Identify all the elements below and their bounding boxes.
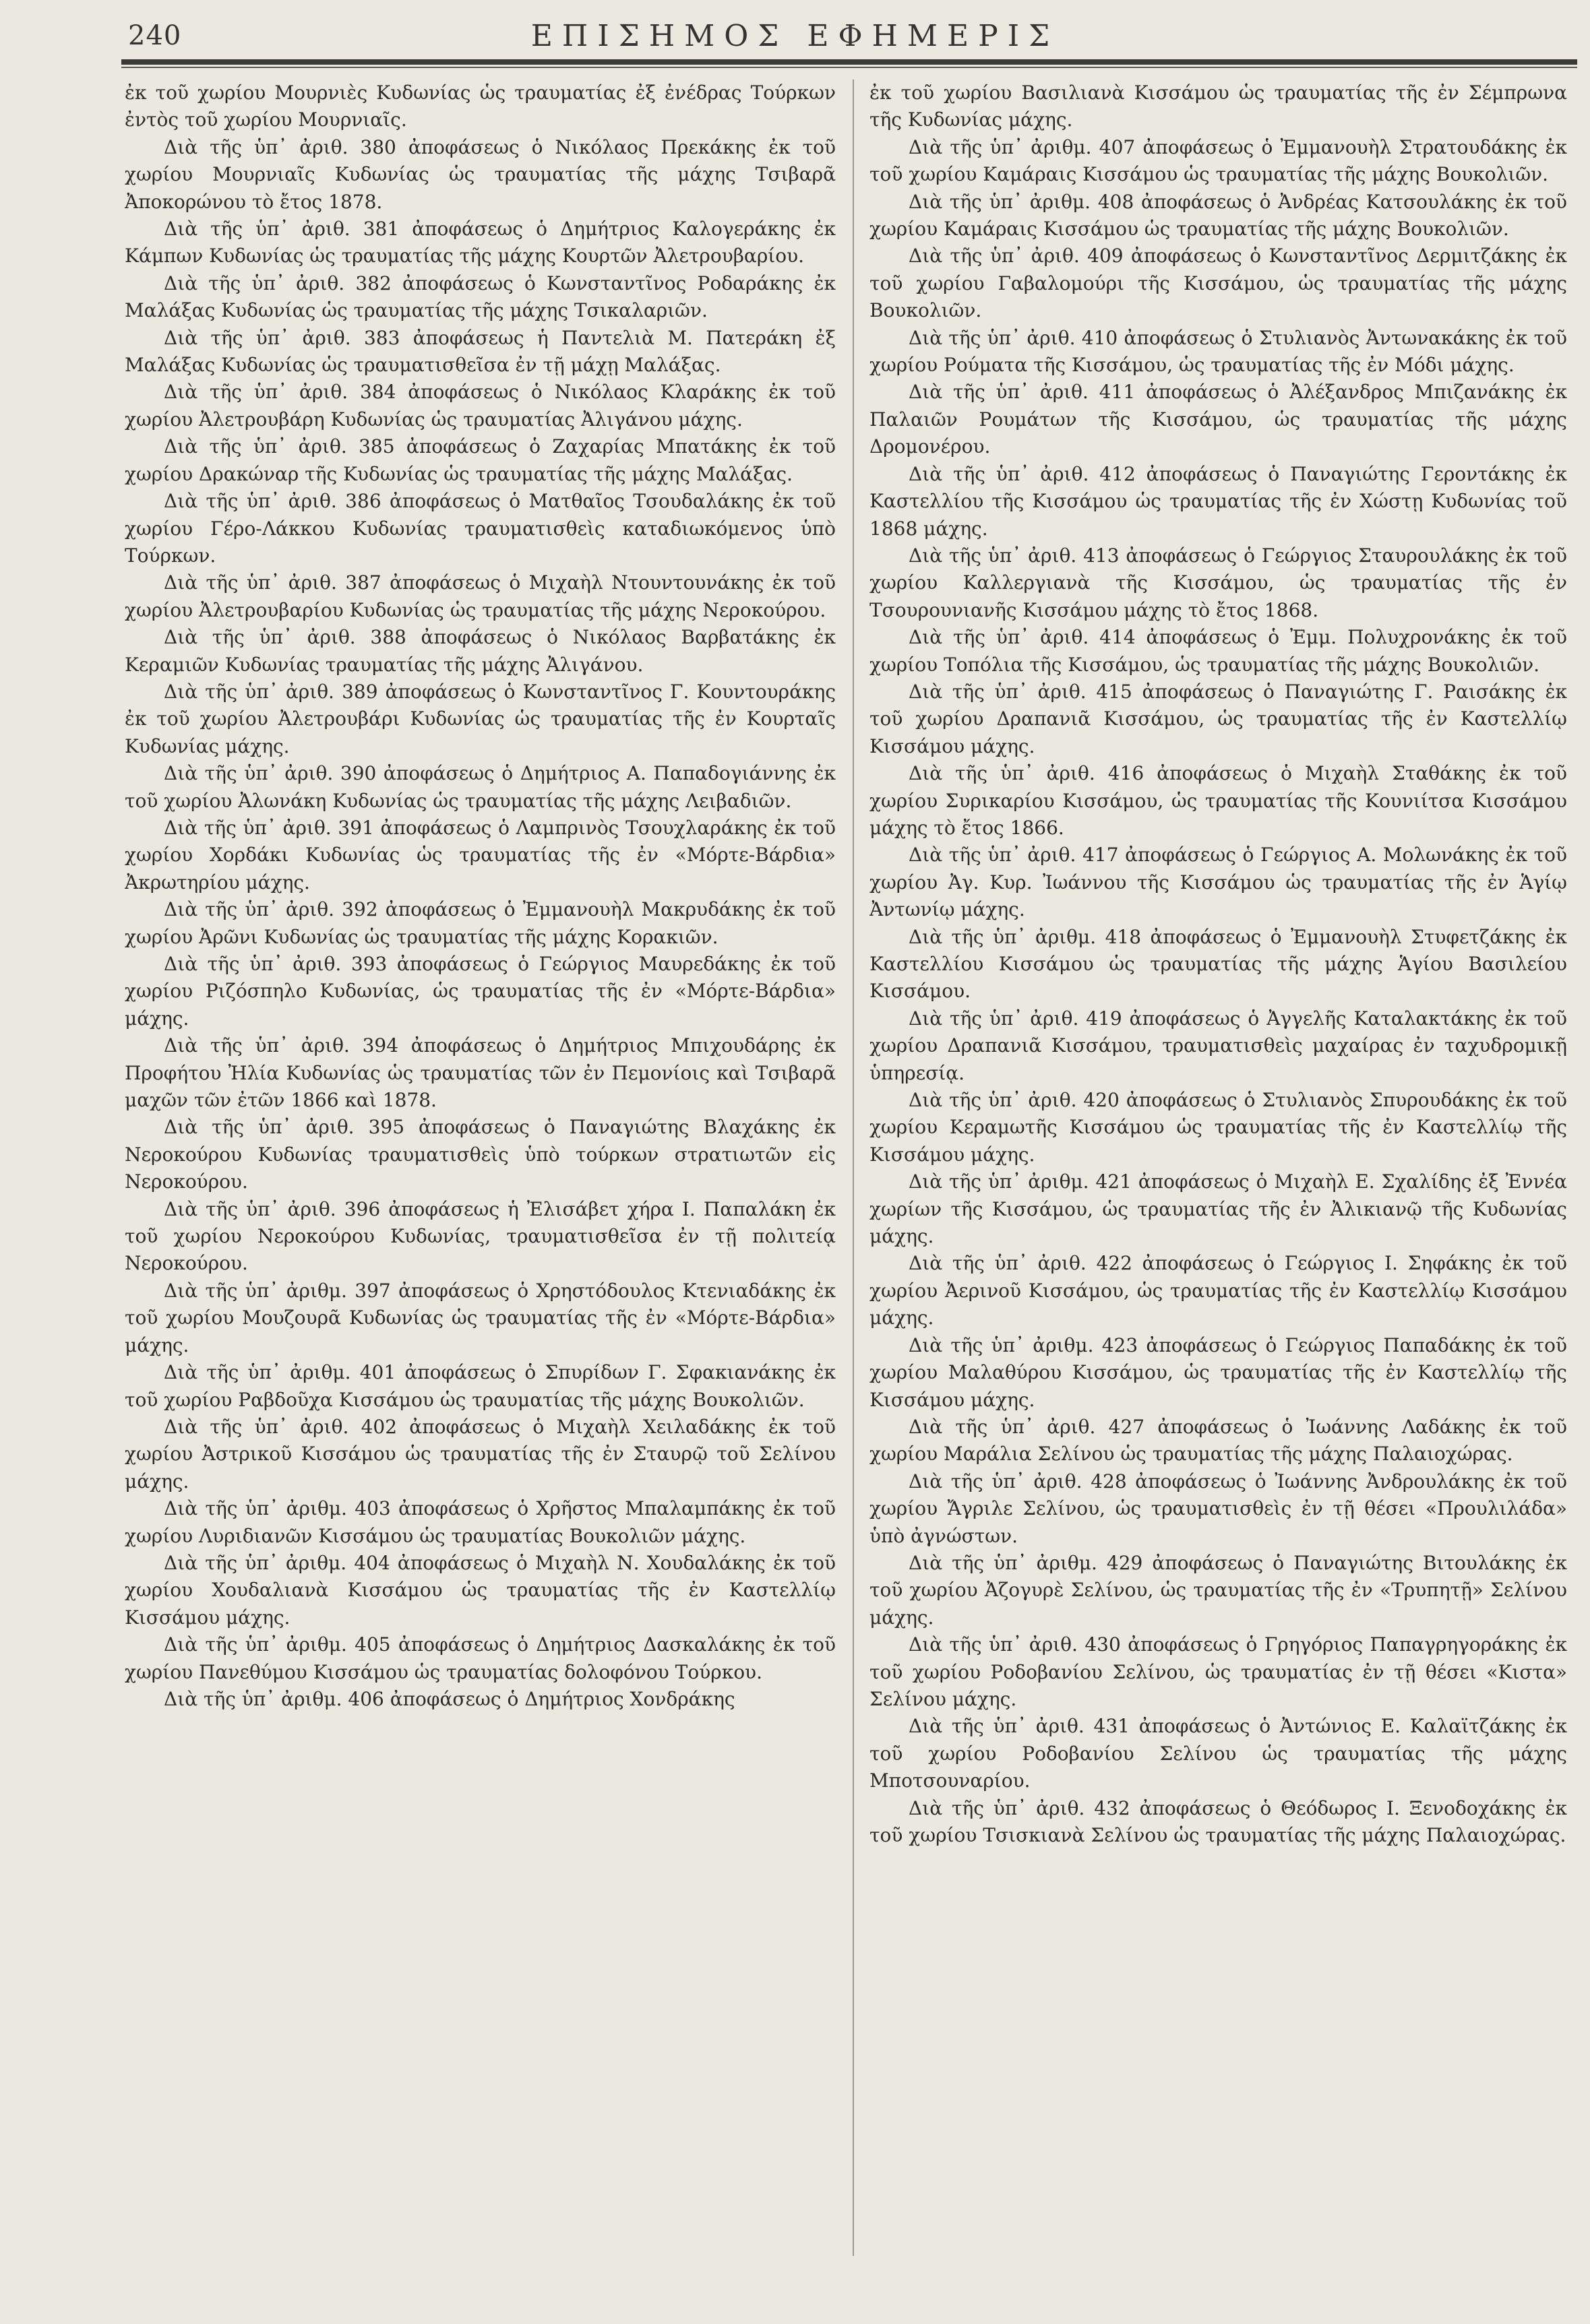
decree-paragraph: Διὰ τῆς ὑπ᾽ ἀριθ. 422 ἀποφάσεως ὁ Γεώργιος Ι. Σηφάκης ἐκ τοῦ χωρίου Ἀερινοῦ Κισσάμου, ὡς τραυματίας τῆς ἐν Καστελλίῳ Κισσάμου μάχης. <box>869 1252 1567 1329</box>
decree-paragraph: Διὰ τῆς ὑπ᾽ ἀριθμ. 408 ἀποφάσεως ὁ Ἀνδρέας Κατσουλάκης ἐκ τοῦ χωρίου Καμάραις Κισσάμου ὡς τραυματίας τῆς μάχης Βουκολιῶν. <box>869 190 1567 241</box>
decree-paragraph: ἐκ τοῦ χωρίου Μουρνιὲς Κυδωνίας ὡς τραυματίας ἐξ ἐνέδρας Τούρκων ἐντὸς τοῦ χωρίου Μουρνιαῖς. <box>125 82 836 131</box>
decree-paragraph: Διὰ τῆς ὑπ᾽ ἀριθμ. 401 ἀποφάσεως ὁ Σπυρίδων Γ. Σφακιανάκης ἐκ τοῦ χωρίου Ραβδοῦχα Κισσάμου ὡς τραυματίας τῆς μάχης Βουκολιῶν. <box>125 1361 836 1411</box>
decree-paragraph: Διὰ τῆς ὑπ᾽ ἀριθ. 393 ἀποφάσεως ὁ Γεώργιος Μαυρεδάκης ἐκ τοῦ χωρίου Ριζόσπηλο Κυδωνίας, ὡς τραυματίας τῆς ἐν «Μόρτε-Βάρδια» μάχης. <box>125 953 836 1030</box>
decree-paragraph: Διὰ τῆς ὑπ᾽ ἀριθμ. 406 ἀποφάσεως ὁ Δημήτριος Χονδράκης <box>164 1687 735 1710</box>
decree-paragraph: Διὰ τῆς ὑπ᾽ ἀριθ. 382 ἀποφάσεως ὁ Κωνσταντῖνος Ροδαράκης ἐκ Μαλάξας Κυδωνίας ὡς τραυματίας τῆς μάχης Τσικαλαριῶν. <box>125 272 836 322</box>
decree-paragraph: Διὰ τῆς ὑπ᾽ ἀριθ. 381 ἀποφάσεως ὁ Δημήτριος Καλογεράκης ἐκ Κάμπων Κυδωνίας ὡς τραυματίας τῆς μάχης Κουρτῶν Ἀλετρουβαρίου. <box>125 218 836 268</box>
decree-paragraph: Διὰ τῆς ὑπ᾽ ἀριθ. 389 ἀποφάσεως ὁ Κωνσταντῖνος Γ. Κουντουράκης ἐκ τοῦ χωρίου Ἀλετρουβάρι Κυδωνίας ὡς τραυματίας τῆς ἐν Κουρταῖς Κυδωνίας μάχης. <box>125 680 836 757</box>
decree-paragraph: Διὰ τῆς ὑπ᾽ ἀριθ. 413 ἀποφάσεως ὁ Γεώργιος Σταυρουλάκης ἐκ τοῦ χωρίου Καλλεργιανὰ τῆς Κισσάμου, ὡς τραυματίας τῆς ἐν Τσουρουνιανῆς Κισσάμου μάχης τὸ ἔτος 1868. <box>869 544 1567 621</box>
decree-paragraph: Διὰ τῆς ὑπ᾽ ἀριθμ. 421 ἀποφάσεως ὁ Μιχαὴλ Ε. Σχαλίδης ἐξ Ἐννέα χωρίων τῆς Κισσάμου, ὡς τραυματίας τῆς ἐν Ἀλικιανῷ τῆς Κυδωνίας μάχης. <box>869 1170 1567 1248</box>
decree-paragraph: Διὰ τῆς ὑπ᾽ ἀριθ. 409 ἀποφάσεως ὁ Κωνσταντῖνος Δερμιτζάκης ἐκ τοῦ χωρίου Γαβαλομούρι τῆς Κισσάμου, ὡς τραυματίας τῆς μάχης Βουκολιῶν. <box>869 245 1567 322</box>
gazette-title: ΕΠΙΣΗΜΟΣ ΕΦΗΜΕΡΙΣ <box>530 19 1060 53</box>
decree-paragraph: Διὰ τῆς ὑπ᾽ ἀριθ. 394 ἀποφάσεως ὁ Δημήτριος Μπιχουδάρης ἐκ Προφήτου Ἠλία Κυδωνίας ὡς τραυματίας τῶν ἐν Πεμονίοις καὶ Τσιβαρᾶ μαχῶν τῶν ἐτῶν 1866 καὶ 1878. <box>125 1034 836 1112</box>
decree-paragraph: Διὰ τῆς ὑπ᾽ ἀριθ. 415 ἀποφάσεως ὁ Παναγιώτης Γ. Ραισάκης ἐκ τοῦ χωρίου Δραπανιᾶ Κισσάμου, ὡς τραυματίας τῆς ἐν Καστελλίῳ Κισσάμου μάχης. <box>869 680 1567 757</box>
decree-paragraph: Διὰ τῆς ὑπ᾽ ἀριθμ. 405 ἀποφάσεως ὁ Δημήτριος Δασκαλάκης ἐκ τοῦ χωρίου Πανεθύμου Κισσάμου ὡς τραυματίας δολοφόνου Τούρκου. <box>125 1633 836 1683</box>
decree-paragraph: Διὰ τῆς ὑπ᾽ ἀριθ. 384 ἀποφάσεως ὁ Νικόλαος Κλαράκης ἐκ τοῦ χωρίου Ἀλετρουβάρη Κυδωνίας ὡς τραυματίας Ἀλιγάνου μάχης. <box>125 381 836 431</box>
right-column <box>869 80 1567 2303</box>
page-header <box>0 0 1590 74</box>
decree-paragraph: Διὰ τῆς ὑπ᾽ ἀριθ. 428 ἀποφάσεως ὁ Ἰωάννης Ἀνδρουλάκης ἐκ τοῦ χωρίου Ἄγριλε Σελίνου, ὡς τραυματισθεὶς ἐν τῇ θέσει «Προυλιλάδα» ὑπὸ ἀγνώστων. <box>869 1470 1567 1547</box>
decree-paragraph: Διὰ τῆς ὑπ᾽ ἀριθ. 417 ἀποφάσεως ὁ Γεώργιος Α. Μολωνάκης ἐκ τοῦ χωρίου Ἀγ. Κυρ. Ἰωάννου τῆς Κισσάμου ὡς τραυματίας τῆς ἐν Ἁγίῳ Ἀντωνίῳ μάχης. <box>869 844 1567 921</box>
decree-paragraph: ἐκ τοῦ χωρίου Βασιλιανὰ Κισσάμου ὡς τραυματίας τῆς ἐν Σέμπρωνα τῆς Κυδωνίας μάχης. <box>869 82 1567 131</box>
decree-paragraph: Διὰ τῆς ὑπ᾽ ἀριθ. 386 ἀποφάσεως ὁ Ματθαῖος Τσουδαλάκης ἐκ τοῦ χωρίου Γέρο-Λάκκου Κυδωνίας τραυματισθεὶς καταδιωκόμενος ὑπὸ Τούρκων. <box>125 490 836 567</box>
decree-paragraph: Διὰ τῆς ὑπ᾽ ἀριθ. 391 ἀποφάσεως ὁ Λαμπρινὸς Τσουχλαράκης ἐκ τοῦ χωρίου Χορδάκι Κυδωνίας ὡς τραυματίας τῆς ἐν «Μόρτε-Βάρδια» Ἀκρωτηρίου μάχης. <box>125 816 836 893</box>
decree-paragraph: Διὰ τῆς ὑπ᾽ ἀριθ. 390 ἀποφάσεως ὁ Δημήτριος Α. Παπαδογιάννης ἐκ τοῦ χωρίου Ἀλωνάκη Κυδωνίας ὡς τραυματίας τῆς μάχης Λειβαδιῶν. <box>125 762 836 812</box>
page-number: 240 <box>128 20 182 51</box>
decree-paragraph: Διὰ τῆς ὑπ᾽ ἀριθ. 420 ἀποφάσεως ὁ Στυλιανὸς Σπυρουδάκης ἐκ τοῦ χωρίου Κεραμωτῆς Κισσάμου ὡς τραυματίας τῆς ἐν Καστελλίῳ τῆς Κισσάμου μάχης. <box>869 1089 1567 1166</box>
column-divider <box>853 80 854 2256</box>
decree-paragraph: Διὰ τῆς ὑπ᾽ ἀριθ. 387 ἀποφάσεως ὁ Μιχαὴλ Ντουντουνάκης ἐκ τοῦ χωρίου Ἀλετρουβαρίου Κυδωνίας ὡς τραυματίας τῆς μάχης Νεροκούρου. <box>125 571 836 621</box>
decree-paragraph: Διὰ τῆς ὑπ᾽ ἀριθ. 419 ἀποφάσεως ὁ Ἀγγελῆς Καταλακτάκης ἐκ τοῦ χωρίου Δραπανιᾶ Κισσάμου, τραυματισθεὶς μαχαίρας ἐν ταχυδρομικῇ ὑπηρεσίᾳ. <box>869 1007 1567 1084</box>
decree-paragraph: Διὰ τῆς ὑπ᾽ ἀριθμ. 418 ἀποφάσεως ὁ Ἐμμανουὴλ Στυφετζάκης ἐκ Καστελλίου Κισσάμου ὡς τραυματίας τῆς μάχης Ἁγίου Βασιλείου Κισσάμου. <box>869 925 1567 1003</box>
decree-paragraph: Διὰ τῆς ὑπ᾽ ἀριθ. 383 ἀποφάσεως ἡ Παντελιὰ Μ. Πατεράκη ἐξ Μαλάξας Κυδωνίας ὡς τραυματισθεῖσα ἐν τῇ μάχῃ Μαλάξας. <box>125 326 836 377</box>
decree-paragraph: Διὰ τῆς ὑπ᾽ ἀριθ. 432 ἀποφάσεως ὁ Θεόδωρος Ι. Ξενοδοχάκης ἐκ τοῦ χωρίου Τσισκιανὰ Σελίνου ὡς τραυματίας τῆς μάχης Παλαιοχώρας. <box>869 1796 1567 1846</box>
decree-paragraph: Διὰ τῆς ὑπ᾽ ἀριθμ. 404 ἀποφάσεως ὁ Μιχαὴλ Ν. Χουδαλάκης ἐκ τοῦ χωρίου Χουδαλιανὰ Κισσάμου ὡς τραυματίας τῆς ἐν Καστελλίῳ Κισσάμου μάχης. <box>125 1551 836 1629</box>
decree-paragraph: Διὰ τῆς ὑπ᾽ ἀριθ. 411 ἀποφάσεως ὁ Ἀλέξανδρος Μπιζανάκης ἐκ Παλαιῶν Ρουμάτων τῆς Κισσάμου, ὡς τραυματίας τῆς μάχης Δρομονέρου. <box>869 381 1567 458</box>
decree-paragraph: Διὰ τῆς ὑπ᾽ ἀριθμ. 423 ἀποφάσεως ὁ Γεώργιος Παπαδάκης ἐκ τοῦ χωρίου Μαλαθύρου Κισσάμου, ὡς τραυματίας τῆς ἐν Καστελλίῳ τῆς Κισσάμου μάχης. <box>869 1333 1567 1411</box>
decree-paragraph: Διὰ τῆς ὑπ᾽ ἀριθ. 412 ἀποφάσεως ὁ Παναγιώτης Γεροντάκης ἐκ Καστελλίου τῆς Κισσάμου ὡς τραυματίας τῆς ἐν Χώστῃ Κυδωνίας τοῦ 1868 μάχης. <box>869 462 1567 540</box>
decree-paragraph: Διὰ τῆς ὑπ᾽ ἀριθμ. 403 ἀποφάσεως ὁ Χρῆστος Μπαλαμπάκης ἐκ τοῦ χωρίου Λυριδιανῶν Κισσάμου ὡς τραυματίας Βουκολιῶν μάχης. <box>125 1497 836 1547</box>
decree-paragraph: Διὰ τῆς ὑπ᾽ ἀριθ. 380 ἀποφάσεως ὁ Νικόλαος Πρεκάκης ἐκ τοῦ χωρίου Μουρνιαῖς Κυδωνίας ὡς τραυματίας τῆς μάχης Τσιβαρᾶ Ἀποκορώνου τὸ ἔτος 1878. <box>125 135 836 213</box>
decree-paragraph: Διὰ τῆς ὑπ᾽ ἀριθ. 431 ἀποφάσεως ὁ Ἀντώνιος Ε. Καλαϊτζάκης ἐκ τοῦ χωρίου Ροδοβανίου Σελίνου ὡς τραυματίας τῆς μάχης Μποτσουναρίου. <box>869 1715 1567 1792</box>
header-rule-thin <box>121 67 1577 68</box>
decree-paragraph: Διὰ τῆς ὑπ᾽ ἀριθ. 410 ἀποφάσεως ὁ Στυλιανὸς Ἀντωνακάκης ἐκ τοῦ χωρίου Ρούματα τῆς Κισσάμου, ὡς τραυματίας τῆς ἐν Μόδι μάχης. <box>869 326 1567 377</box>
decree-paragraph: Διὰ τῆς ὑπ᾽ ἀριθ. 395 ἀποφάσεως ὁ Παναγιώτης Βλαχάκης ἐκ Νεροκούρου Κυδωνίας τραυματισθεὶς ὑπὸ τούρκων στρατιωτῶν εἰς Νεροκούρου. <box>125 1116 836 1193</box>
header-rule <box>121 59 1577 65</box>
decree-paragraph: Διὰ τῆς ὑπ᾽ ἀριθ. 416 ἀποφάσεως ὁ Μιχαὴλ Σταθάκης ἐκ τοῦ χωρίου Συρικαρίου Κισσάμου, ὡς τραυματίας τῆς Κουνιίτσα Κισσάμου μάχης τὸ ἔτος 1866. <box>869 762 1567 839</box>
decree-paragraph: Διὰ τῆς ὑπ᾽ ἀριθ. 385 ἀποφάσεως ὁ Ζαχαρίας Μπατάκης ἐκ τοῦ χωρίου Δρακώναρ τῆς Κυδωνίας ὡς τραυματίας τῆς μάχης Μαλάξας. <box>125 435 836 485</box>
decree-paragraph: Διὰ τῆς ὑπ᾽ ἀριθ. 396 ἀποφάσεως ἡ Ἐλισάβετ χήρα Ι. Παπαλάκη ἐκ τοῦ χωρίου Νεροκούρου Κυδωνίας, τραυματισθεῖσα ἐν τῇ πολιτείᾳ Νεροκούρου. <box>125 1197 836 1275</box>
decree-paragraph: Διὰ τῆς ὑπ᾽ ἀριθμ. 397 ἀποφάσεως ὁ Χρηστόδουλος Κτενιαδάκης ἐκ τοῦ χωρίου Μουζουρᾶ Κυδωνίας ὡς τραυματίας τῆς ἐν «Μόρτε-Βάρδια» μάχης. <box>125 1279 836 1356</box>
decree-paragraph: Διὰ τῆς ὑπ᾽ ἀριθ. 388 ἀποφάσεως ὁ Νικόλαος Βαρβατάκης ἐκ Κεραμιῶν Κυδωνίας τραυματίας τῆς μάχης Ἀλιγάνου. <box>125 626 836 676</box>
decree-paragraph: Διὰ τῆς ὑπ᾽ ἀριθ. 402 ἀποφάσεως ὁ Μιχαὴλ Χειλαδάκης ἐκ τοῦ χωρίου Ἀστρικοῦ Κισσάμου ὡς τραυματίας τῆς ἐν Σταυρῷ τοῦ Σελίνου μάχης. <box>125 1415 836 1493</box>
decree-paragraph: Διὰ τῆς ὑπ᾽ ἀριθμ. 429 ἀποφάσεως ὁ Παναγιώτης Βιτουλάκης ἐκ τοῦ χωρίου Ἀζογυρὲ Σελίνου, ὡς τραυματίας τῆς ἐν «Τρυπητῇ» Σελίνου μάχης. <box>869 1551 1567 1629</box>
decree-paragraph: Διὰ τῆς ὑπ᾽ ἀριθ. 427 ἀποφάσεως ὁ Ἰωάννης Λαδάκης ἐκ τοῦ χωρίου Μαράλια Σελίνου ὡς τραυματίας τῆς μάχης Παλαιοχώρας. <box>869 1415 1567 1466</box>
decree-paragraph: Διὰ τῆς ὑπ᾽ ἀριθ. 392 ἀποφάσεως ὁ Ἐμμανουὴλ Μακρυδάκης ἐκ τοῦ χωρίου Ἀρῶνι Κυδωνίας ὡς τραυματίας τῆς μάχης Κορακιῶν. <box>125 898 836 948</box>
decree-paragraph: Διὰ τῆς ὑπ᾽ ἀριθμ. 407 ἀποφάσεως ὁ Ἐμμανουὴλ Στρατουδάκης ἐκ τοῦ χωρίου Καμάραις Κισσάμου ὡς τραυματίας τῆς μάχης Βουκολιῶν. <box>869 135 1567 186</box>
decree-paragraph: Διὰ τῆς ὑπ᾽ ἀριθ. 414 ἀποφάσεως ὁ Ἐμμ. Πολυχρονάκης ἐκ τοῦ χωρίου Τοπόλια τῆς Κισσάμου, ὡς τραυματίας τῆς μάχης Βουκολιῶν. <box>869 626 1567 676</box>
left-column <box>125 80 836 2303</box>
decree-paragraph: Διὰ τῆς ὑπ᾽ ἀριθ. 430 ἀποφάσεως ὁ Γρηγόριος Παπαγρηγοράκης ἐκ τοῦ χωρίου Ροδοβανίου Σελίνου, ὡς τραυματίας ἐν τῇ θέσει «Κιστα» Σελίνου μάχης. <box>869 1633 1567 1710</box>
